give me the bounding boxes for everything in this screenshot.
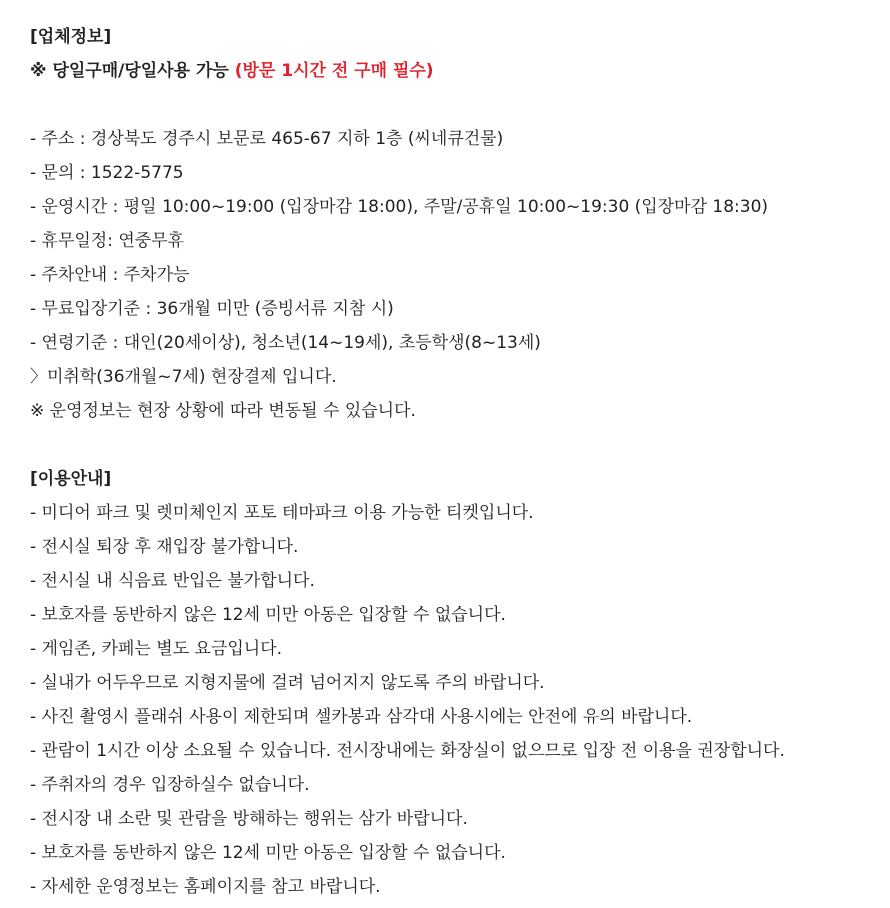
preschool-payment-line: 〉미취학(36개월~7세) 현장결제 입니다. — [30, 367, 337, 387]
spacer — [30, 428, 890, 462]
company-info-heading: [업체정보] — [30, 27, 112, 47]
usage-item: - 실내가 어두우므로 지형지물에 걸려 넘어지지 않도록 주의 바랍니다. — [30, 673, 545, 693]
usage-item: - 보호자를 동반하지 않은 12세 미만 아동은 입장할 수 없습니다. — [30, 843, 506, 863]
usage-guide-heading: [이용안내] — [30, 469, 112, 489]
age-criteria-line: - 연령기준 : 대인(20세이상), 청소년(14~19세), 초등학생(8~13세) — [30, 333, 541, 353]
spacer — [30, 88, 890, 122]
purchase-notice-text: ※ 당일구매/당일사용 가능 — [30, 61, 235, 81]
purchase-notice-required: (방문 1시간 전 구매 필수) — [234, 61, 434, 81]
usage-item: - 전시장 내 소란 및 관람을 방해하는 행위는 삼가 바랍니다. — [30, 809, 468, 829]
contact-line: - 문의 : 1522-5775 — [30, 163, 184, 183]
usage-item: - 미디어 파크 및 렛미체인지 포토 테마파크 이용 가능한 티켓입니다. — [30, 503, 534, 523]
purchase-notice — [30, 54, 890, 88]
closed-days-line: - 휴무일정: 연중무휴 — [30, 231, 185, 251]
hours-line: - 운영시간 : 평일 10:00~19:00 (입장마감 18:00), 주말/공휴일 10:00~19:30 (입장마감 18:30) — [30, 197, 769, 217]
usage-item: - 전시실 퇴장 후 재입장 불가합니다. — [30, 537, 299, 557]
free-admission-line: - 무료입장기준 : 36개월 미만 (증빙서류 지참 시) — [30, 299, 394, 319]
usage-item: - 전시실 내 식음료 반입은 불가합니다. — [30, 571, 315, 591]
usage-item: - 사진 촬영시 플래쉬 사용이 제한되며 셀카봉과 삼각대 사용시에는 안전에 유의 바랍니다. — [30, 707, 693, 727]
usage-item: - 게임존, 카페는 별도 요금입니다. — [30, 639, 283, 659]
address-line: - 주소 : 경상북도 경주시 보문로 465-67 지하 1층 (씨네큐건물) — [30, 129, 504, 149]
usage-item: - 주취자의 경우 입장하실수 없습니다. — [30, 775, 310, 795]
info-change-notice: ※ 운영정보는 현장 상황에 따라 변동될 수 있습니다. — [30, 401, 416, 421]
usage-item: - 관람이 1시간 이상 소요될 수 있습니다. 전시장내에는 화장실이 없으므로 입장 전 이용을 권장합니다. — [30, 741, 785, 761]
usage-item: - 보호자를 동반하지 않은 12세 미만 아동은 입장할 수 없습니다. — [30, 605, 506, 625]
usage-item: - 자세한 운영정보는 홈페이지를 참고 바랍니다. — [30, 877, 381, 897]
parking-line: - 주차안내 : 주차가능 — [30, 265, 190, 285]
